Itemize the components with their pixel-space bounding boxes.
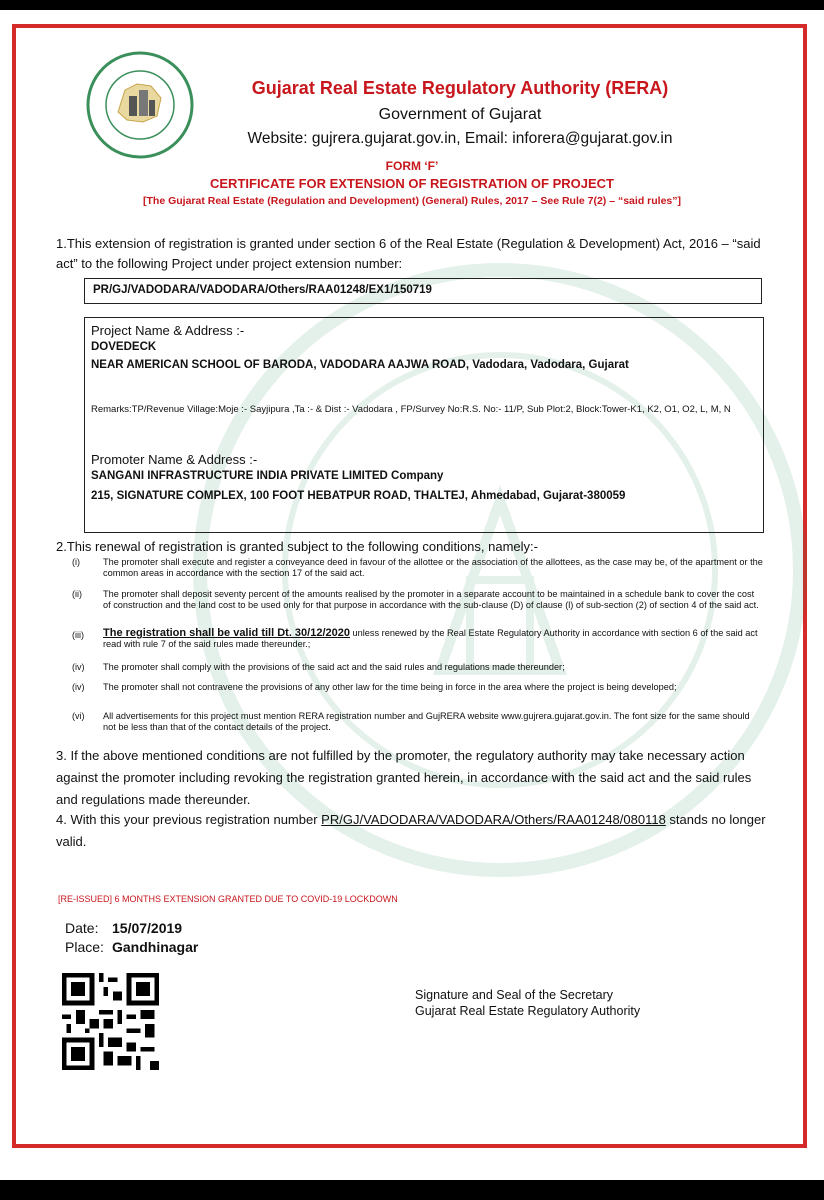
authority-title: Gujarat Real Estate Regulatory Authority (RERA) [251,78,669,98]
promoter-address: 215, SIGNATURE COMPLEX, 100 FOOT HEBATPUR ROAD, THALTEJ, Ahmedabad, Gujarat-380059 [91,490,626,502]
place-value: Gandhinagar [112,939,199,955]
place-label: Place: [65,939,104,955]
bottom-bar [0,1180,824,1200]
condition-text: All advertisements for this project must mention RERA registration number and GujRERA website www.gujrera.gujarat.gov.in. The font size for the same should not be less than that of the contact details of the project. [103,711,750,732]
condition-number: (vi) [72,711,85,721]
paragraph-3: 3. If the above mentioned conditions are not fulfilled by the promoter, the regulatory authority may take necessary action against the promoter including revoking the registration granted herein, in accordance with the said act and the said rules and regulations made thereunder. [56,748,752,807]
reissue-note: [RE-ISSUED] 6 MONTHS EXTENSION GRANTED DUE TO COVID-19 LOCKDOWN [58,894,398,904]
project-address: NEAR AMERICAN SCHOOL OF BARODA, VADODARA AAJWA ROAD, Vadodara, Vadodara, Gujarat [91,359,629,371]
qr-code-icon [62,973,159,1070]
condition-number: (ii) [72,589,82,599]
promoter-name: SANGANI INFRASTRUCTURE INDIA PRIVATE LIMITED Company [91,470,444,482]
rules-reference: [The Gujarat Real Estate (Regulation and Development) (General) Rules, 2017 – See Rule 7(2) – “said rules”] [143,195,681,207]
condition-number: (iv) [72,662,85,672]
contact-line: Website: gujrera.gujarat.gov.in, Email: inforera@gujarat.gov.in [247,130,673,147]
paragraph-1: 1.This extension of registration is granted under section 6 of the Real Estate (Regulation & Development) Act, 2016 – “said act” to the following Project under project extension number: [56,236,761,271]
project-name: DOVEDECK [91,341,157,353]
certificate-title: CERTIFICATE FOR EXTENSION OF REGISTRATION OF PROJECT [210,176,614,191]
condition-text: The promoter shall execute and register a conveyance deed in favour of the allottee or the association of the allottees, as the case may be, of the apartment or the common areas in accordance with the section 17 of the said act. [103,557,763,578]
gujrera-logo-icon [85,50,195,160]
paragraph-4-text-end: stands no longer valid. [56,812,766,849]
promoter-label: Promoter Name & Address :- [91,452,258,467]
project-name-label: Project Name & Address :- [91,323,245,338]
condition-number: (iv) [72,682,85,692]
project-details-box [84,317,764,533]
form-label: FORM ‘F’ [385,159,439,173]
validity-date: The registration shall be valid till Dt. 30/12/2020 [103,627,350,639]
date-value: 15/07/2019 [112,920,183,936]
extension-number-box: PR/GJ/VADODARA/VADODARA/Others/RAA01248/EX1/150719 [84,278,762,304]
project-remarks: Remarks:TP/Revenue Village:Moje :- Sayjipura ,Ta :- & Dist :- Vadodara , FP/Survey No:R.S. No:- 11/P, Sub Plot:2, Block:Tower-K1, K2, O1, O2, L, M, N [91,404,731,415]
condition-text: The promoter shall deposit seventy percent of the amounts realised by the promoter in a separate account to be maintained in a schedule bank to cover the cost of construction and the land cost to be used only for that purpose in accordance with the sub-clause (D) of clause (l) of sub-section (2) of section 4 of the said act. [103,589,759,610]
date-label: Date: [65,920,99,936]
condition-number: (iii) [72,630,84,640]
certificate-page [0,10,824,1180]
signature-line-2: Gujarat Real Estate Regulatory Authority [415,1004,641,1018]
paragraph-2-intro: 2.This renewal of registration is granted subject to the following conditions, namely:- [56,539,538,554]
previous-registration-number: PR/GJ/VADODARA/VADODARA/Others/RAA01248/080118 [321,812,666,827]
condition-text: The promoter shall comply with the provisions of the said act and the said rules and regulations made thereunder; [103,662,565,672]
condition-text: The promoter shall not contravene the provisions of any other law for the time being in force in the area where the project is being developed; [103,682,677,692]
condition-text [103,628,763,650]
condition-text-rest: unless renewed by the Real Estate Regulatory Authority in accordance with section 6 of the said act read with rule 7 of the said rules made thereunder.; [103,628,758,649]
paragraph-4 [56,809,776,853]
condition-number: (i) [72,557,80,567]
paragraph-4-text: 4. With this your previous registration number [56,812,322,827]
signature-line-1: Signature and Seal of the Secretary [415,988,614,1002]
government-name: Government of Gujarat [378,106,542,123]
